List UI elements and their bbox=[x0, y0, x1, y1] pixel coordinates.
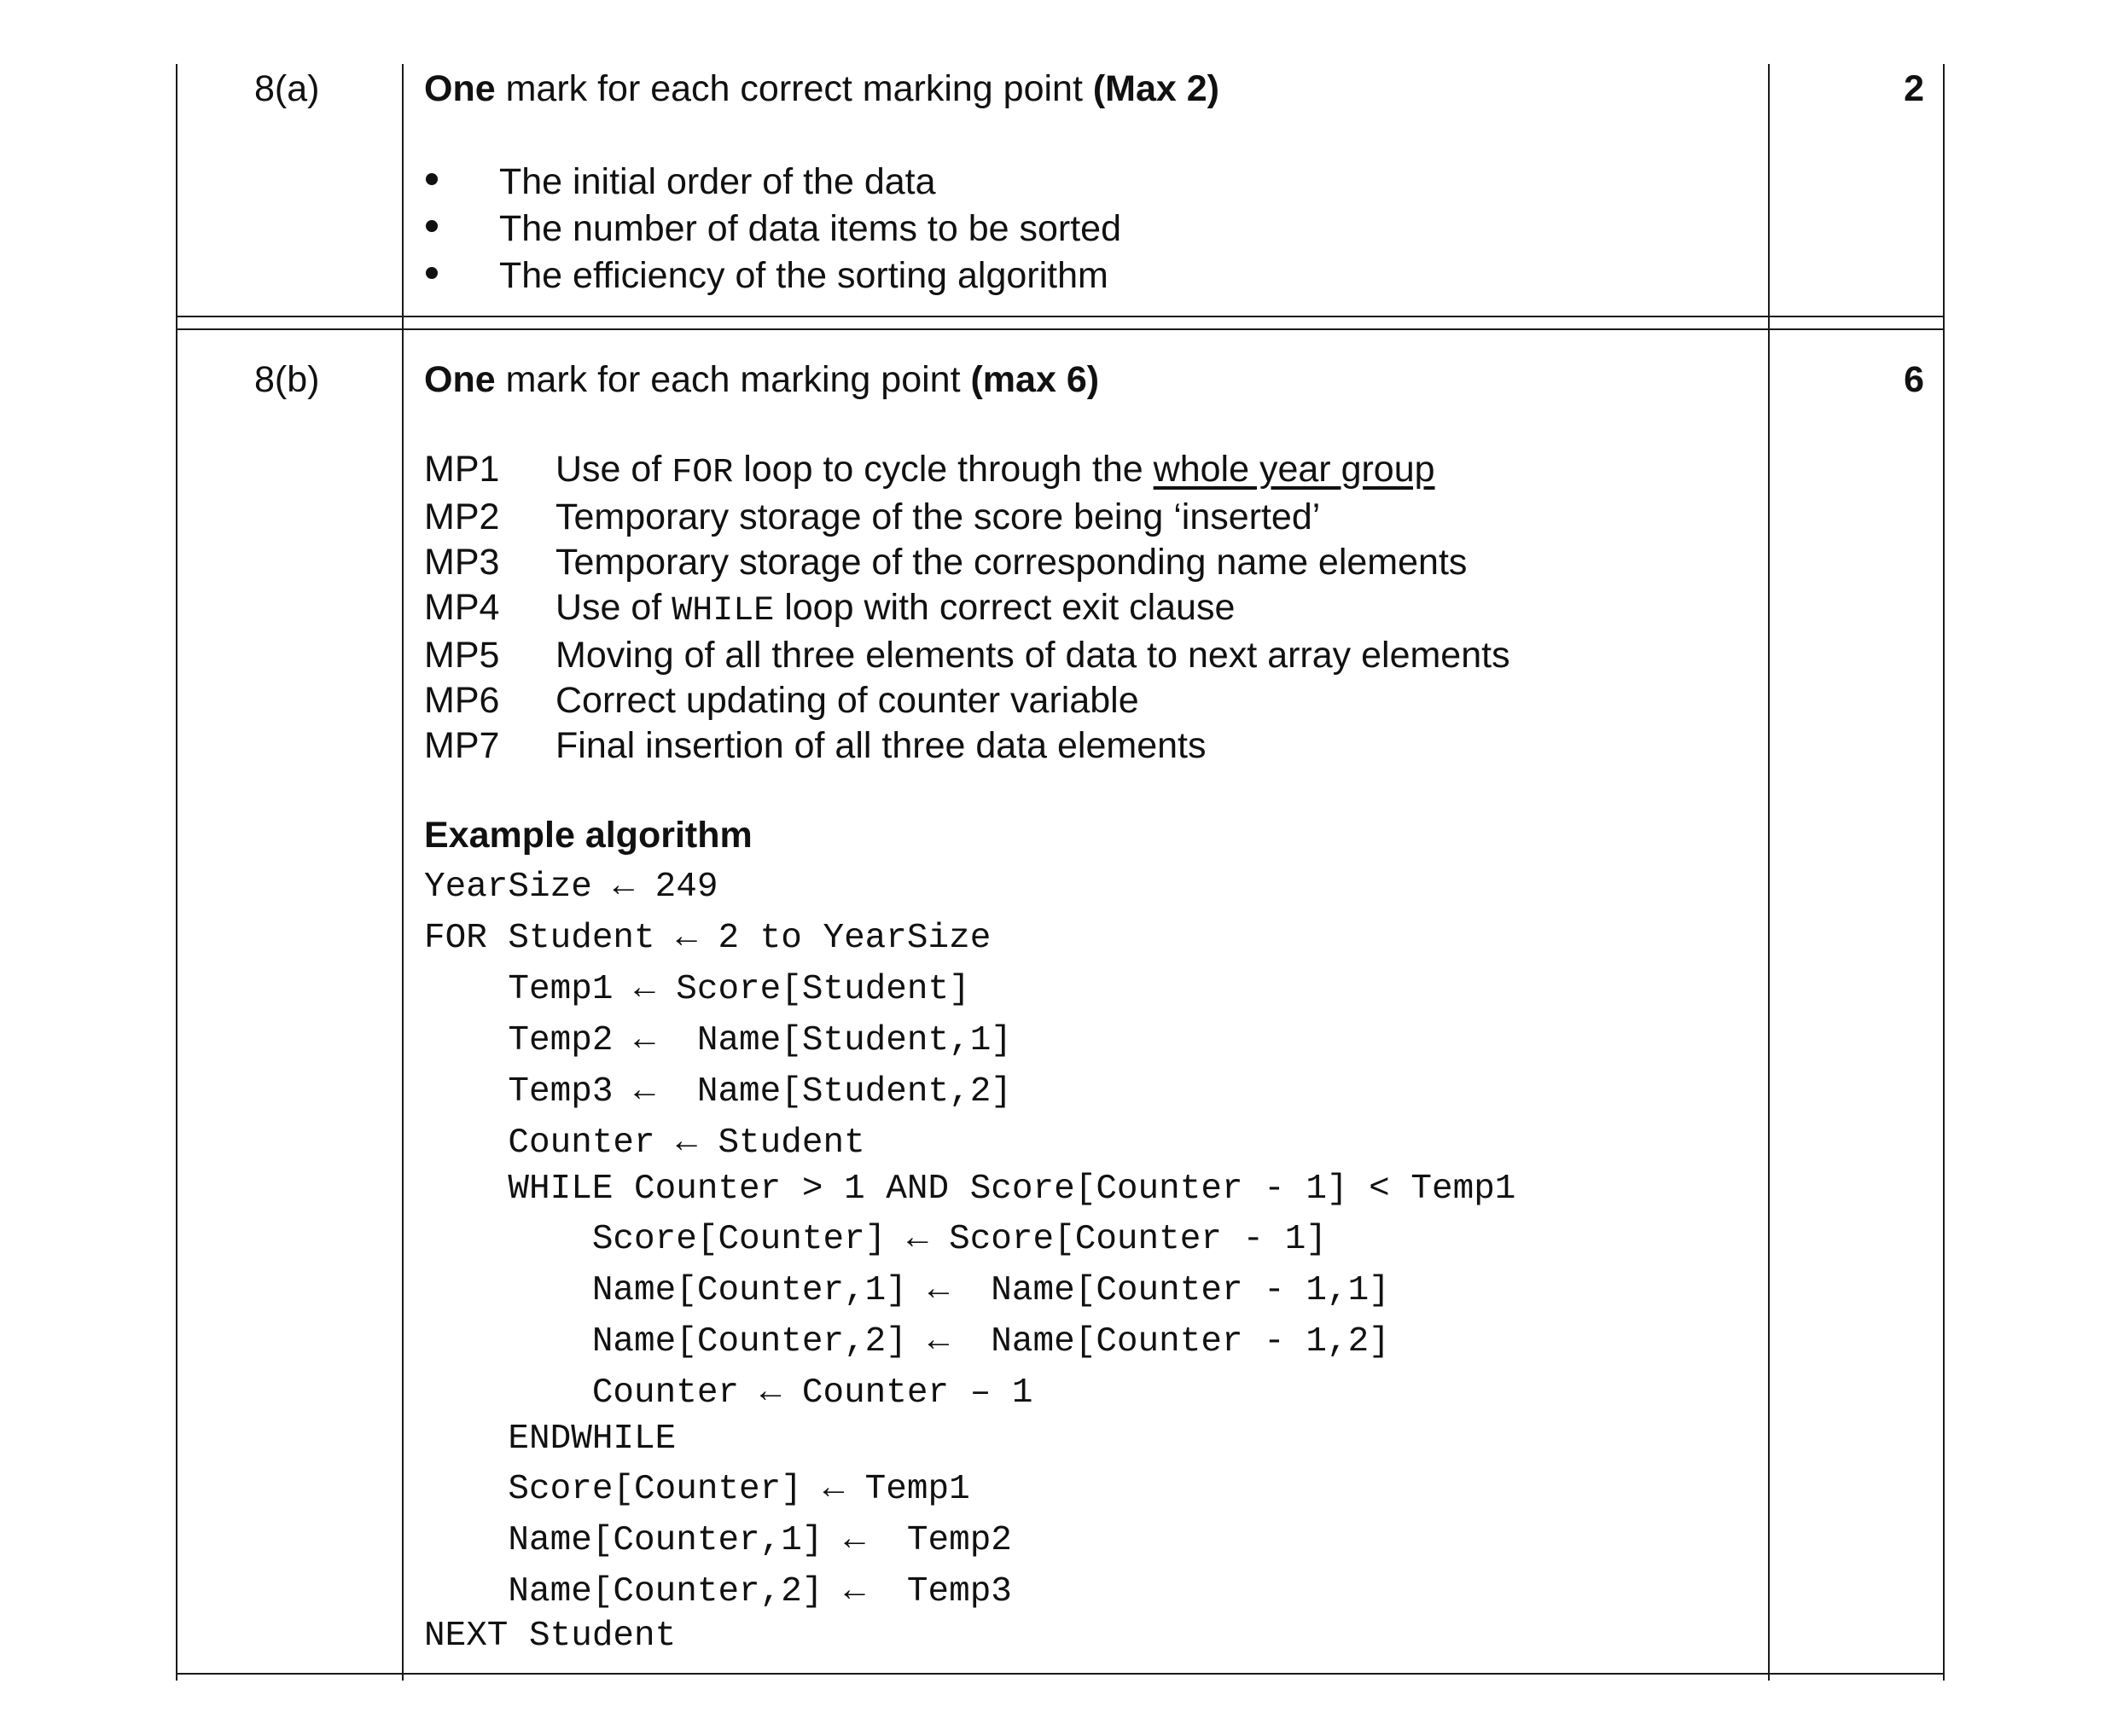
mp-label: MP7 bbox=[424, 725, 500, 766]
table-bottom-border bbox=[176, 1673, 1945, 1675]
mp-text: Moving of all three elements of data to next array elements bbox=[555, 635, 1510, 676]
heading-tail: (Max 2) bbox=[1092, 68, 1219, 109]
code-line: Name[Counter,1] ← Temp2 bbox=[424, 1521, 1012, 1560]
mp-label: MP4 bbox=[424, 587, 500, 628]
code-line: ENDWHILE bbox=[424, 1420, 677, 1459]
mp-label: MP6 bbox=[424, 680, 500, 721]
marks-8b: 6 bbox=[1904, 359, 1924, 400]
code-line: Temp1 ← Score[Student] bbox=[424, 970, 970, 1009]
code-line: Name[Counter,2] ← Temp3 bbox=[424, 1572, 1012, 1611]
code-line: Counter ← Student bbox=[424, 1123, 865, 1163]
heading-middle: mark for each correct marking point bbox=[495, 68, 1093, 109]
code-line: Temp3 ← Name[Student,2] bbox=[424, 1072, 1012, 1112]
column-divider-marks bbox=[1768, 64, 1770, 1681]
mp-label: MP2 bbox=[424, 496, 500, 537]
code-line: Score[Counter] ← Score[Counter - 1] bbox=[424, 1220, 1327, 1259]
code-line: Temp2 ← Name[Student,1] bbox=[424, 1021, 1012, 1060]
marks-8a: 2 bbox=[1904, 68, 1924, 109]
mp-text-part: loop to cycle through the bbox=[733, 449, 1154, 490]
mp-text: Temporary storage of the score being ‘inserted’ bbox=[555, 496, 1321, 537]
mp-text bbox=[555, 589, 1235, 629]
marking-heading-8a bbox=[424, 68, 1219, 109]
heading-middle: mark for each marking point bbox=[495, 359, 971, 400]
heading-lead: One bbox=[424, 68, 496, 109]
mp-code-keyword: FOR bbox=[672, 454, 734, 492]
code-line: WHILE Counter > 1 AND Score[Counter - 1] < Temp1 bbox=[424, 1170, 1516, 1209]
code-line: Name[Counter,2] ← Name[Counter - 1,2] bbox=[424, 1322, 1390, 1362]
bullet-icon bbox=[426, 267, 438, 279]
mp-underlined-text: whole year group bbox=[1153, 449, 1435, 490]
example-heading: Example algorithm bbox=[424, 815, 753, 856]
mp-label: MP3 bbox=[424, 542, 500, 583]
marking-heading-8b bbox=[424, 359, 1100, 400]
bullet-item: The efficiency of the sorting algorithm bbox=[499, 255, 1108, 296]
code-line: Name[Counter,1] ← Name[Counter - 1,1] bbox=[424, 1271, 1390, 1310]
bullet-icon bbox=[426, 173, 438, 185]
code-line: FOR Student ← 2 to YearSize bbox=[424, 919, 992, 958]
mp-text-part: loop with correct exit clause bbox=[774, 587, 1236, 628]
row-separator-lower bbox=[176, 328, 1945, 330]
mp-text: Final insertion of all three data elements bbox=[555, 725, 1207, 766]
bullet-icon bbox=[426, 220, 438, 232]
row-separator-upper bbox=[176, 316, 1945, 317]
question-number-8b: 8(b) bbox=[254, 359, 320, 400]
mp-text-part: Use of bbox=[555, 449, 672, 490]
code-line: YearSize ← 249 bbox=[424, 868, 718, 907]
heading-tail: (max 6) bbox=[970, 359, 1100, 400]
heading-lead: One bbox=[424, 359, 496, 400]
mp-label: MP1 bbox=[424, 449, 500, 490]
mp-text-part: Use of bbox=[555, 587, 672, 628]
mp-text: Temporary storage of the corresponding name elements bbox=[555, 542, 1468, 583]
code-line: Counter ← Counter – 1 bbox=[424, 1373, 1033, 1413]
bullet-item: The number of data items to be sorted bbox=[499, 208, 1122, 249]
code-line: Score[Counter] ← Temp1 bbox=[424, 1470, 970, 1509]
mp-label: MP5 bbox=[424, 635, 500, 676]
column-divider-question bbox=[402, 64, 404, 1681]
mp-text bbox=[555, 451, 1435, 491]
mp-text: Correct updating of counter variable bbox=[555, 680, 1139, 721]
question-number-8a: 8(a) bbox=[254, 68, 320, 109]
table-right-border bbox=[1943, 64, 1945, 1681]
code-line: NEXT Student bbox=[424, 1617, 677, 1656]
table-left-border bbox=[176, 64, 177, 1681]
bullet-item: The initial order of the data bbox=[499, 161, 936, 202]
mp-code-keyword: WHILE bbox=[672, 592, 775, 630]
